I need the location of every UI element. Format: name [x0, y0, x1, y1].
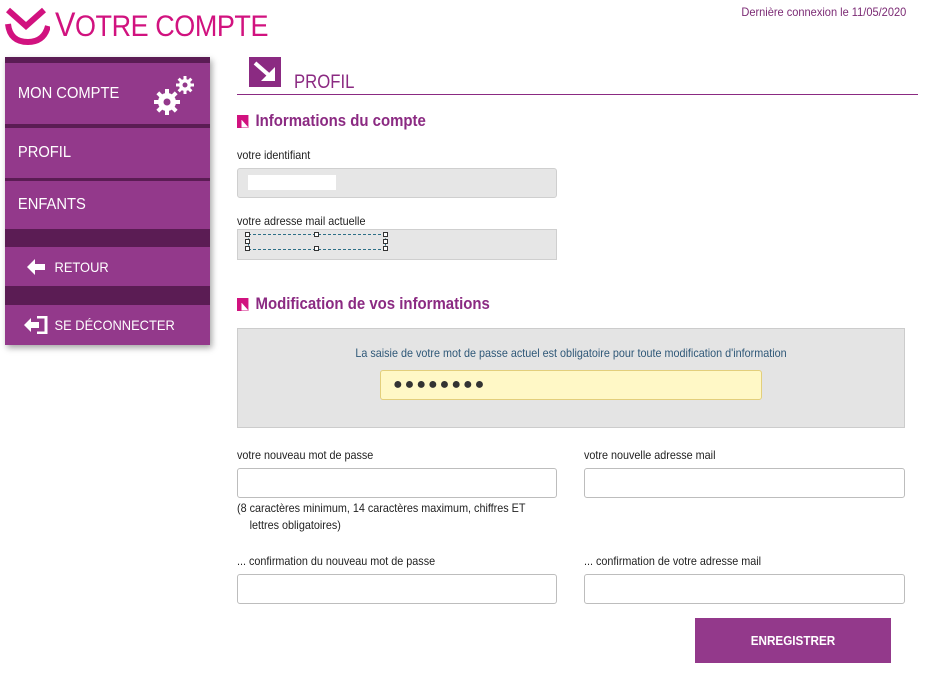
sidebar-item-label: ENFANTS	[17, 196, 86, 213]
section-divider	[237, 94, 918, 95]
current-password-input[interactable]: ●●●●●●●●	[380, 370, 762, 400]
password-hint: (8 caractères minimum, 14 caractères maximum, chiffres ET lettres obligatoires)	[237, 501, 526, 532]
new-email-label: votre nouvelle adresse mail	[584, 448, 716, 462]
sidebar-nav	[5, 57, 210, 345]
new-password-label: votre nouveau mot de passe	[237, 448, 374, 462]
page-title: PROFIL	[294, 72, 355, 93]
sidebar-item-enfants[interactable]	[5, 181, 210, 229]
new-password-input[interactable]	[237, 468, 557, 498]
save-button[interactable]: ENREGISTRER	[695, 618, 891, 663]
logout-icon	[23, 316, 49, 334]
new-email-input[interactable]	[584, 468, 905, 498]
app-title: VOTRE COMPTE	[55, 6, 269, 44]
last-login-text: Dernière connexion le 11/05/2020	[741, 5, 906, 19]
current-email-field	[237, 229, 557, 260]
sidebar-item-label: MON COMPTE	[17, 84, 120, 102]
current-password-panel	[237, 328, 905, 428]
email-label: votre adresse mail actuelle	[237, 214, 366, 228]
sidebar-item-label: PROFIL	[17, 144, 72, 161]
arrow-left-icon	[23, 259, 49, 275]
bullet-arrow-icon	[237, 298, 248, 311]
brand-logo-icon	[4, 6, 50, 46]
identifier-label: votre identifiant	[237, 148, 311, 162]
confirm-password-label: ... confirmation du nouveau mot de passe	[237, 554, 436, 568]
sidebar-item-profil[interactable]	[5, 128, 210, 178]
password-notice: La saisie de votre mot de passe actuel est obligatoire pour toute modification d'information	[355, 346, 787, 360]
account-info-heading: Informations du compte	[237, 111, 426, 131]
confirm-password-input[interactable]	[237, 574, 557, 604]
sidebar-item-mon-compte[interactable]	[5, 63, 210, 124]
confirm-email-label: ... confirmation de votre adresse mail	[584, 554, 762, 568]
sidebar-item-label: RETOUR	[54, 258, 109, 275]
sidebar-item-logout[interactable]	[5, 305, 210, 345]
sidebar-item-retour[interactable]	[5, 247, 210, 286]
bullet-arrow-icon	[237, 115, 248, 128]
modify-info-heading: Modification de vos informations	[237, 294, 490, 314]
sidebar-item-label: SE DÉCONNECTER	[54, 317, 175, 333]
section-arrow-icon	[249, 57, 281, 87]
gears-icon	[152, 72, 198, 118]
identifier-field	[237, 168, 557, 198]
confirm-email-input[interactable]	[584, 574, 905, 604]
